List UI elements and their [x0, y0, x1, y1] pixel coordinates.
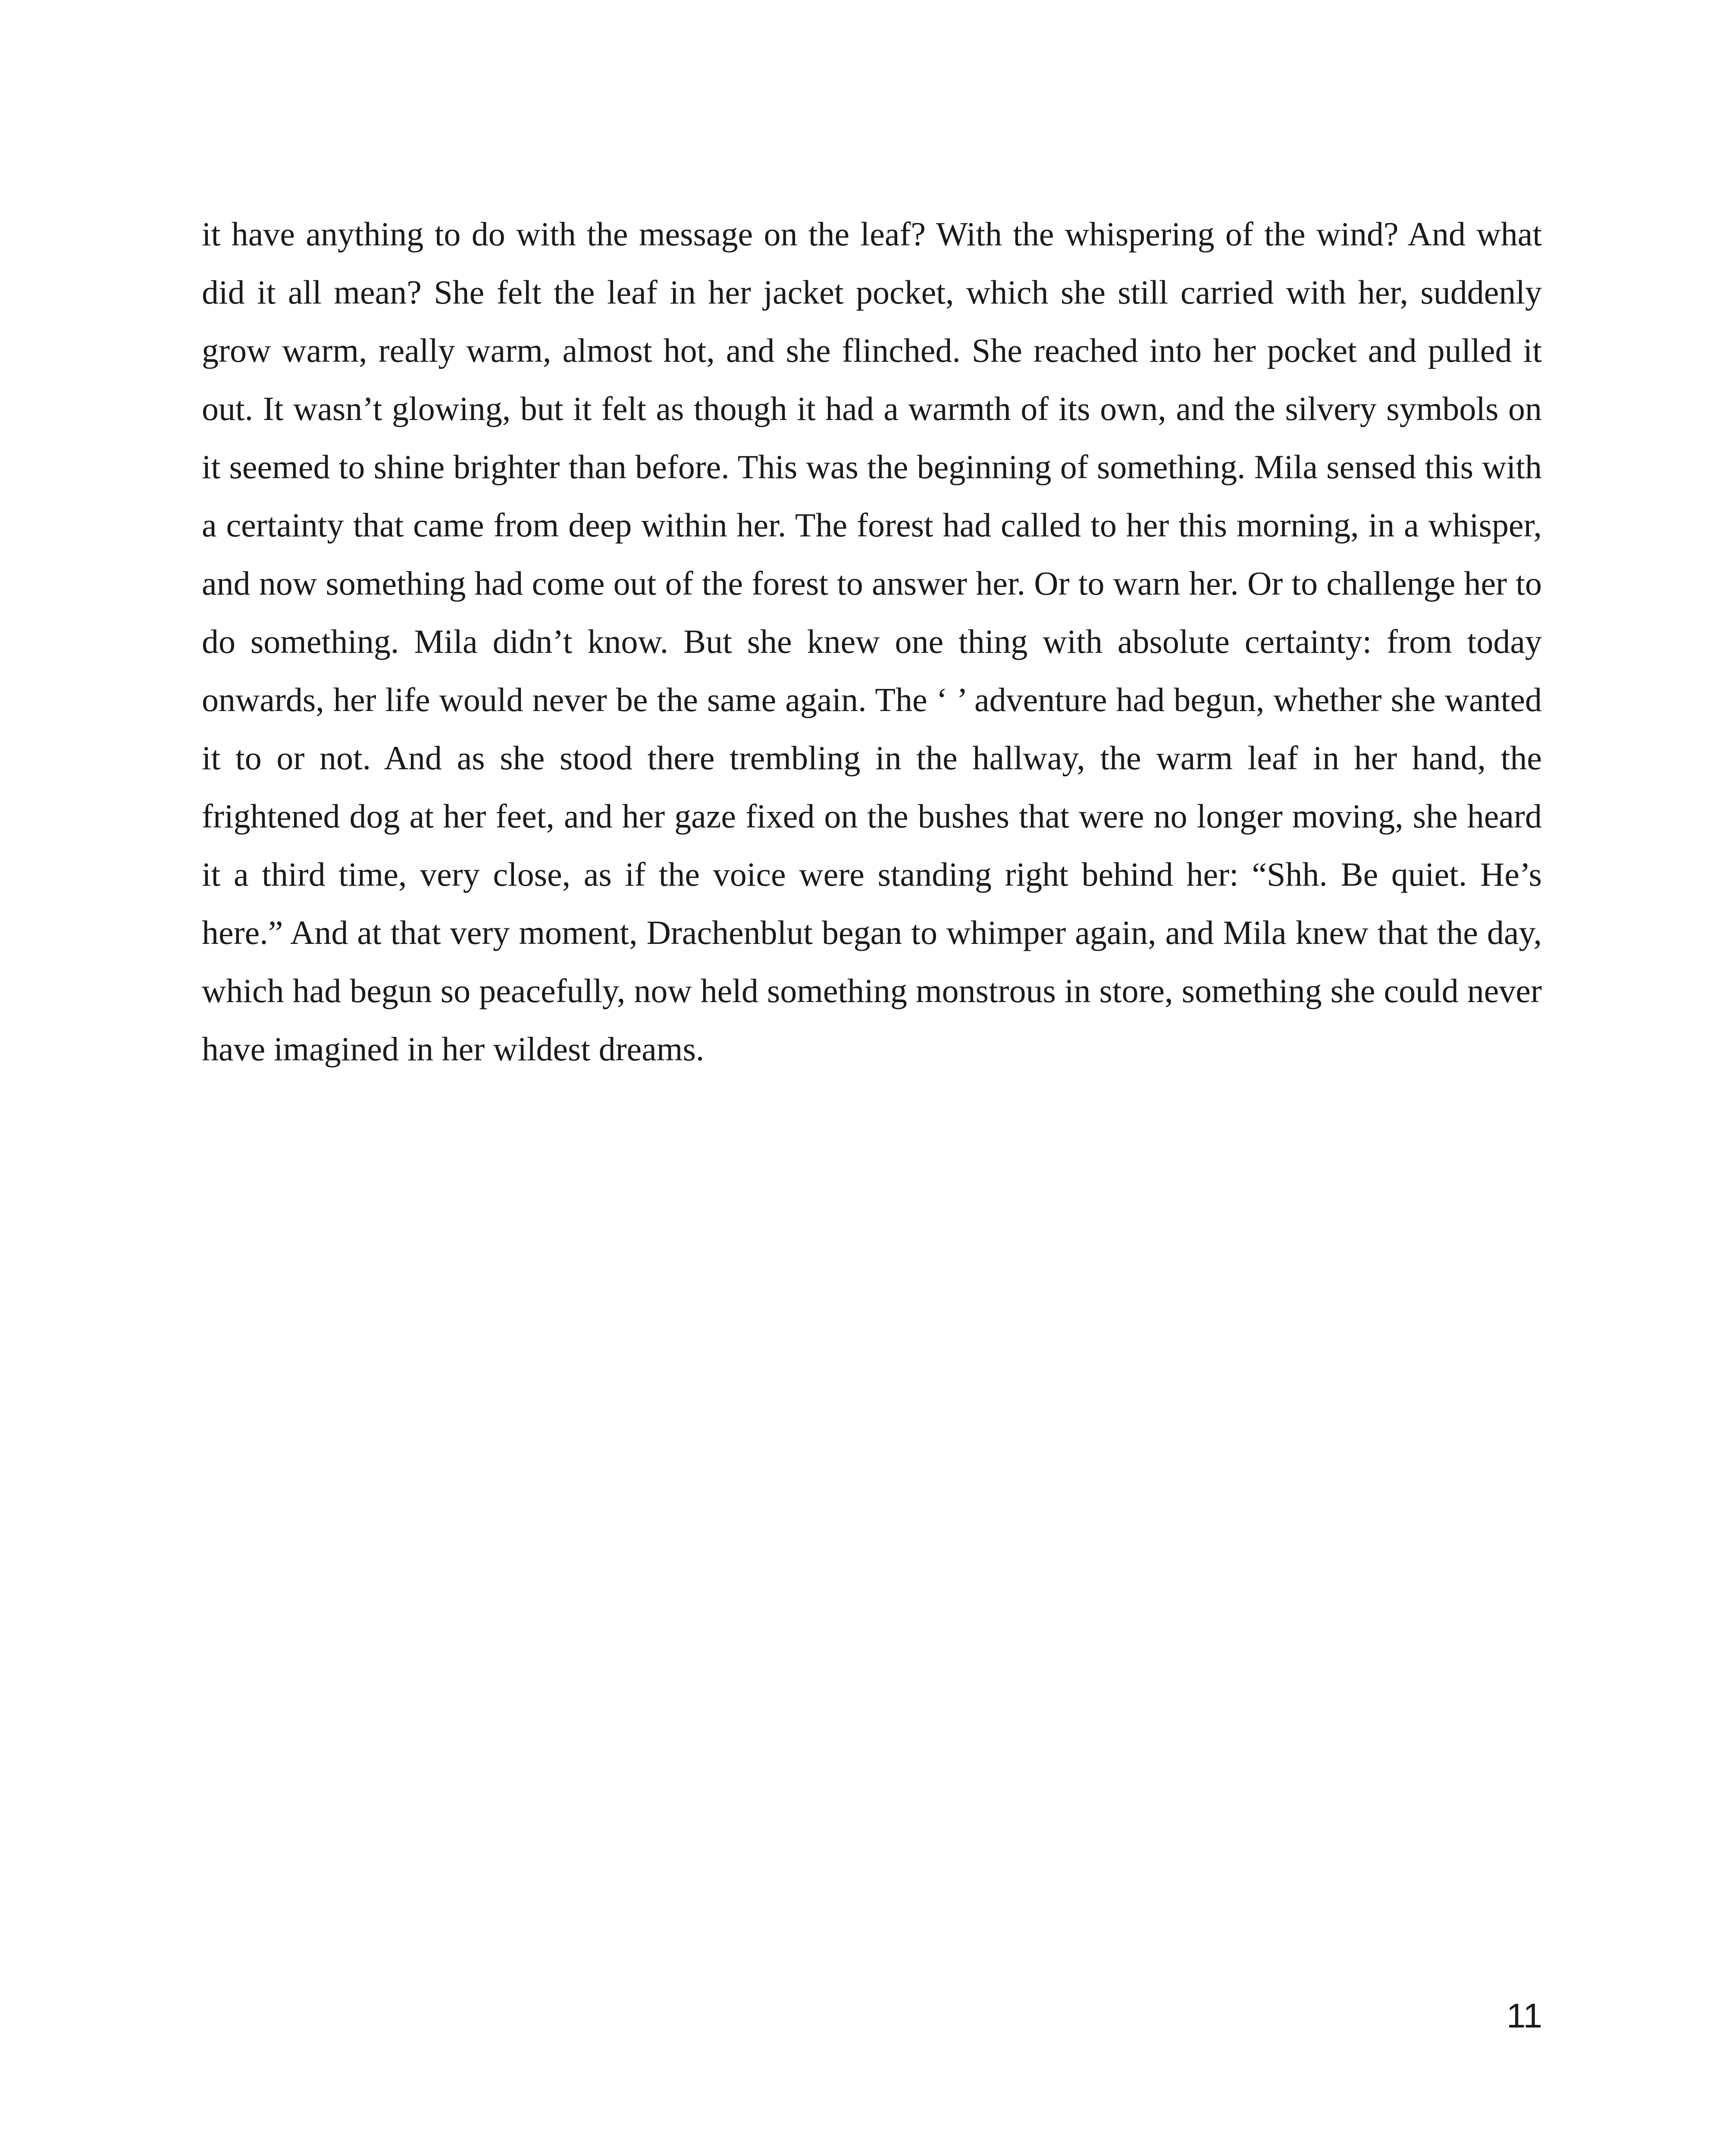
- body-paragraph: it have anything to do with the message on the leaf? With the whispering of the wind? And what did it all mean? She felt the leaf in her jacket pocket, which she still carried with her, suddenly grow warm, really warm, almost hot, and she flinched. She reached into her pocket and pulled it out. It wasn’t glowing, but it felt as though it had a warmth of its own, and the silvery symbols on it seemed to shine brighter than before. This was the beginning of something. Mila sensed this with a certainty that came from deep within her. The forest had called to her this morning, in a whisper, and now something had come out of the forest to answer her. Or to warn her. Or to challenge her to do something. Mila didn’t know. But she knew one thing with absolute certainty: from today onwards, her life would never be the same again. The ‘ ’ adventure had begun, whether she wanted it to or not. And as she stood there trembling in the hallway, the warm leaf in her hand, the frightened dog at her feet, and her gaze fixed on the bushes that were no longer moving, she heard it a third time, very close, as if the voice were standing right behind her: “Shh. Be quiet. He’s here.” And at that very moment, Drachenblut began to whimper again, and Mila knew that the day, which had begun so peacefully, now held something monstrous in store, something she could never have imagined in her wildest dreams.: [202, 215, 1542, 1068]
- page-number: 11: [1506, 1996, 1542, 2035]
